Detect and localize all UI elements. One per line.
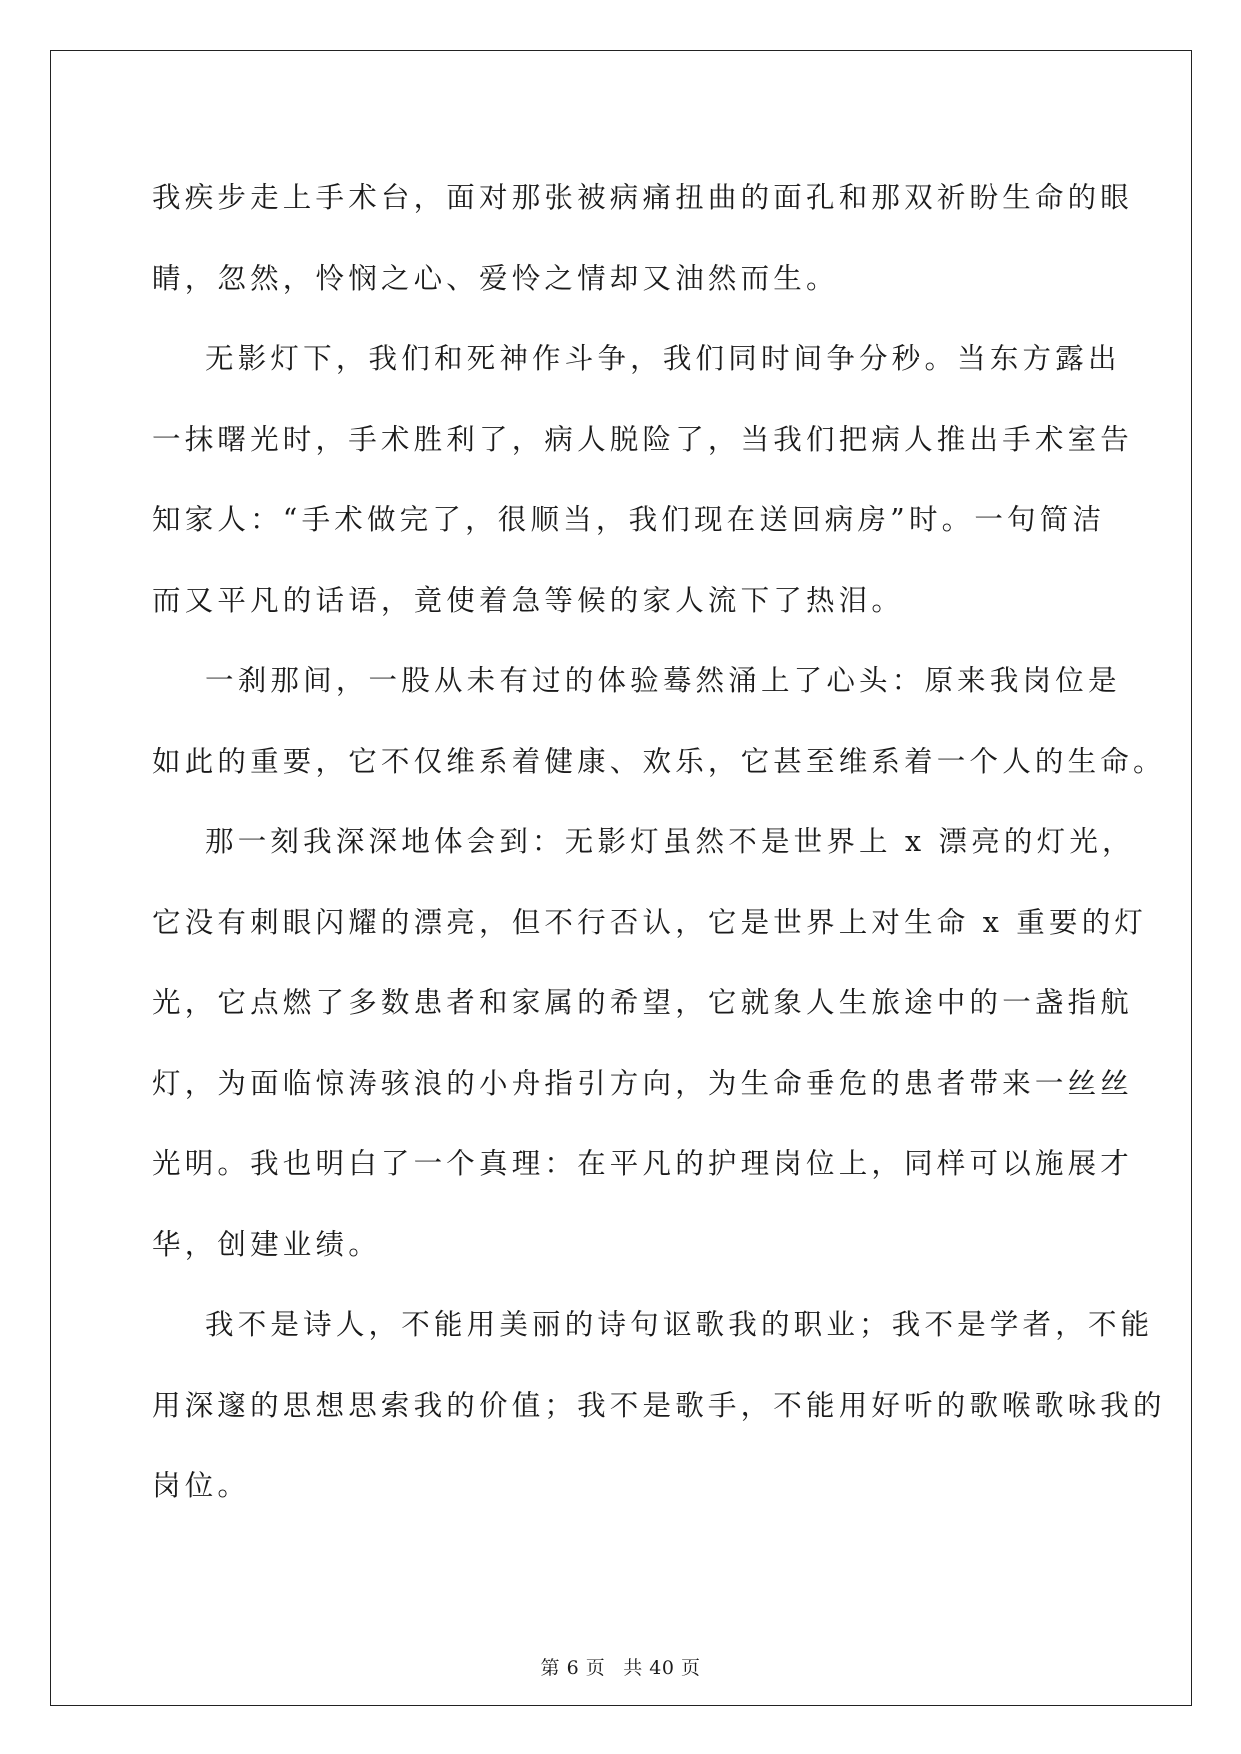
text-line: 灯，为面临惊涛骇浪的小舟指引方向，为生命垂危的患者带来一丝丝 — [152, 1066, 1134, 1100]
text-line: 一刹那间，一股从未有过的体验蓦然涌上了心头：原来我岗位是 — [152, 664, 1121, 697]
page-footer — [0, 1653, 1241, 1680]
page-number: 第 6 页 — [540, 1657, 606, 1679]
text-line: 我疾步走上手术台，面对那张被病痛扭曲的面孔和那双祈盼生命的眼 — [152, 181, 1134, 214]
text-line: 那一刻我深深地体会到：无影灯虽然不是世界上 x 漂亮的灯光， — [152, 825, 1135, 858]
text-line: 光，它点燃了多数患者和家属的希望，它就象人生旅途中的一盏指航 — [152, 986, 1134, 1019]
text-line: 睛，忽然，怜悯之心、爱怜之情却又油然而生。 — [152, 261, 839, 295]
paragraph — [152, 641, 1166, 802]
text-line: 一抹曙光时，手术胜利了，病人脱险了，当我们把病人推出手术室告 — [152, 422, 1134, 456]
text-line: 用深邃的思想思索我的价值；我不是歌手，不能用好听的歌喉歌咏我的 — [152, 1388, 1166, 1422]
text-line: 知家人：“手术做完了，很顺当，我们现在送回病房”时。一句简洁 — [152, 503, 1106, 536]
text-line: 如此的重要，它不仅维系着健康、欢乐，它甚至维系着一个人的生命。 — [152, 744, 1166, 778]
total-pages: 共 40 页 — [623, 1657, 701, 1679]
text-line: 无影灯下，我们和死神作斗争，我们同时间争分秒。当东方露出 — [152, 342, 1121, 375]
text-line: 它没有刺眼闪耀的漂亮，但不行否认，它是世界上对生命 x 重要的灯 — [152, 905, 1148, 939]
text-line: 华，创建业绩。 — [152, 1227, 381, 1261]
text-line: 岗位。 — [152, 1469, 251, 1502]
text-line: 而又平凡的话语，竟使着急等候的家人流下了热泪。 — [152, 583, 905, 617]
paragraph — [152, 158, 1134, 319]
paragraph — [152, 1285, 1166, 1527]
document-body — [152, 158, 1166, 1527]
paragraph — [152, 319, 1134, 641]
text-line: 光明。我也明白了一个真理：在平凡的护理岗位上，同样可以施展才 — [152, 1147, 1134, 1180]
paragraph — [152, 802, 1148, 1285]
text-line: 我不是诗人，不能用美丽的诗句讴歌我的职业；我不是学者，不能 — [152, 1308, 1154, 1341]
